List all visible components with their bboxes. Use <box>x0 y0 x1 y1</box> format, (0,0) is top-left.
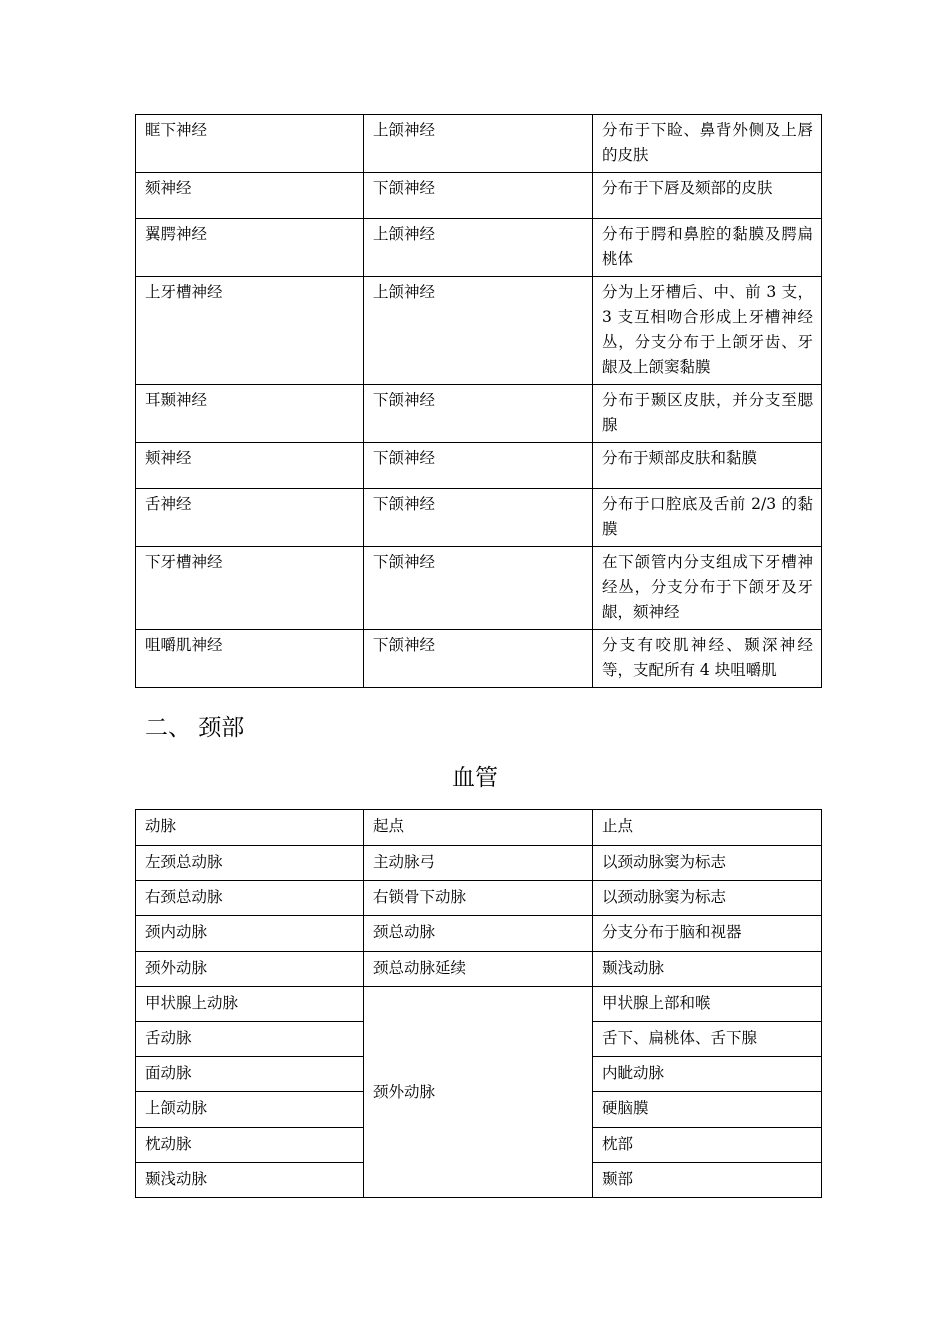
end-cell: 以颈动脉窦为标志 <box>593 881 822 916</box>
nerve-source-cell: 下颌神经 <box>364 385 593 443</box>
nerve-source-cell: 下颌神经 <box>364 489 593 547</box>
artery-cell: 右颈总动脉 <box>136 881 364 916</box>
end-cell: 舌下、扁桃体、舌下腺 <box>593 1022 822 1057</box>
table-row <box>136 219 822 277</box>
origin-cell: 颈总动脉 <box>364 916 593 952</box>
table-row <box>136 846 822 881</box>
table-row <box>136 630 822 688</box>
nerve-distribution-cell: 分布于颞区皮肤，并分支至腮腺 <box>593 385 822 443</box>
end-cell: 硬脑膜 <box>593 1092 822 1128</box>
end-cell: 颞浅动脉 <box>593 952 822 987</box>
nerve-distribution-cell: 分布于下唇及颏部的皮肤 <box>593 173 822 219</box>
nerve-table <box>135 114 822 688</box>
nerve-name-cell: 咀嚼肌神经 <box>136 630 364 688</box>
origin-cell-merged: 颈外动脉 <box>364 987 593 1198</box>
origin-cell: 颈总动脉延续 <box>364 952 593 987</box>
artery-cell: 面动脉 <box>136 1057 364 1092</box>
end-cell: 颞部 <box>593 1163 822 1198</box>
table-row <box>136 443 822 489</box>
artery-cell: 颈外动脉 <box>136 952 364 987</box>
nerve-source-cell: 上颌神经 <box>364 115 593 173</box>
nerve-source-cell: 下颌神经 <box>364 547 593 630</box>
artery-cell: 枕动脉 <box>136 1128 364 1163</box>
table-row <box>136 881 822 916</box>
end-cell: 以颈动脉窦为标志 <box>593 846 822 881</box>
table-row <box>136 916 822 952</box>
column-header-origin: 起点 <box>364 810 593 846</box>
nerve-name-cell: 眶下神经 <box>136 115 364 173</box>
table-row <box>136 489 822 547</box>
artery-cell: 颞浅动脉 <box>136 1163 364 1198</box>
table-row <box>136 987 822 1022</box>
end-cell: 甲状腺上部和喉 <box>593 987 822 1022</box>
column-header-artery: 动脉 <box>136 810 364 846</box>
artery-cell: 颈内动脉 <box>136 916 364 952</box>
nerve-distribution-cell: 分布于下睑、鼻背外侧及上唇的皮肤 <box>593 115 822 173</box>
end-cell: 分支分布于脑和视器 <box>593 916 822 952</box>
artery-cell: 舌动脉 <box>136 1022 364 1057</box>
table-row <box>136 385 822 443</box>
column-header-end: 止点 <box>593 810 822 846</box>
artery-cell: 左颈总动脉 <box>136 846 364 881</box>
nerve-source-cell: 下颌神经 <box>364 173 593 219</box>
end-cell: 内眦动脉 <box>593 1057 822 1092</box>
table-row <box>136 277 822 385</box>
section-heading: 二、 颈部 <box>145 715 245 741</box>
origin-cell: 右锁骨下动脉 <box>364 881 593 916</box>
nerve-name-cell: 颊神经 <box>136 443 364 489</box>
nerve-distribution-cell: 分布于腭和鼻腔的黏膜及腭扁桃体 <box>593 219 822 277</box>
nerve-name-cell: 耳颞神经 <box>136 385 364 443</box>
nerve-source-cell: 下颌神经 <box>364 443 593 489</box>
nerve-name-cell: 舌神经 <box>136 489 364 547</box>
table-caption: 血管 <box>452 765 498 791</box>
table-row <box>136 547 822 630</box>
end-cell: 枕部 <box>593 1128 822 1163</box>
table-row <box>136 173 822 219</box>
nerve-name-cell: 翼腭神经 <box>136 219 364 277</box>
nerve-distribution-cell: 分支有咬肌神经、颞深神经等，支配所有 4 块咀嚼肌 <box>593 630 822 688</box>
nerve-name-cell: 颏神经 <box>136 173 364 219</box>
table-row <box>136 115 822 173</box>
nerve-distribution-cell: 分布于口腔底及舌前 2/3 的黏膜 <box>593 489 822 547</box>
nerve-name-cell: 上牙槽神经 <box>136 277 364 385</box>
origin-cell: 主动脉弓 <box>364 846 593 881</box>
nerve-name-cell: 下牙槽神经 <box>136 547 364 630</box>
artery-cell: 甲状腺上动脉 <box>136 987 364 1022</box>
vessel-table <box>135 809 822 1198</box>
nerve-source-cell: 上颌神经 <box>364 277 593 385</box>
table-header-row <box>136 810 822 846</box>
artery-cell: 上颌动脉 <box>136 1092 364 1128</box>
nerve-distribution-cell: 分布于颊部皮肤和黏膜 <box>593 443 822 489</box>
table-row <box>136 952 822 987</box>
nerve-source-cell: 下颌神经 <box>364 630 593 688</box>
nerve-distribution-cell: 分为上牙槽后、中、前 3 支，3 支互相吻合形成上牙槽神经丛，分支分布于上颌牙齿、牙龈及上颌窦黏膜 <box>593 277 822 385</box>
nerve-source-cell: 上颌神经 <box>364 219 593 277</box>
nerve-distribution-cell: 在下颌管内分支组成下牙槽神经丛，分支分布于下颌牙及牙龈，颏神经 <box>593 547 822 630</box>
